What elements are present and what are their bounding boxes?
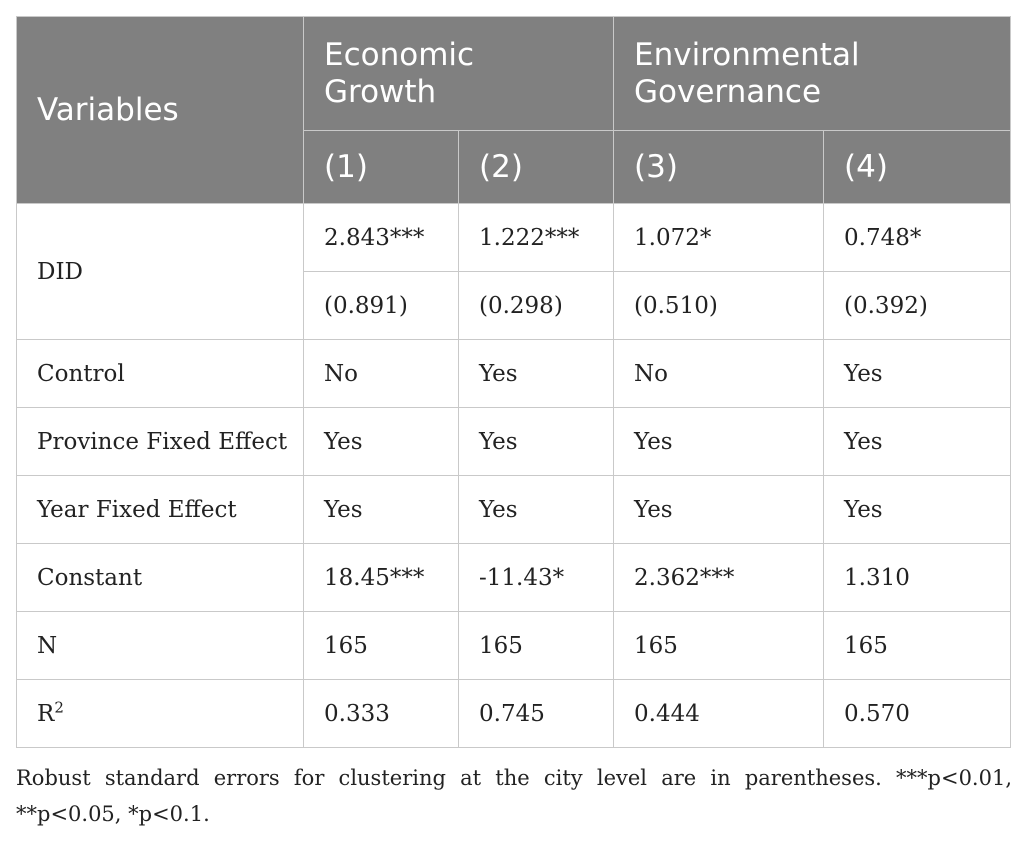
row-label-province-fe: Province Fixed Effect [17,408,304,476]
cell: Yes [614,476,824,544]
r2-label-base: R [37,700,55,727]
cell: 2.843*** [304,204,459,272]
cell: No [304,340,459,408]
cell: 18.45*** [304,544,459,612]
row-label-did: DID [17,204,304,340]
cell: -11.43* [459,544,614,612]
header-group-economic-growth: Economic Growth [304,17,614,131]
cell: (0.298) [459,272,614,340]
header-group-environmental-governance: Environmental Governance [614,17,1011,131]
row-label-control: Control [17,340,304,408]
header-row-groups [17,17,1011,131]
cell: Yes [459,340,614,408]
cell: 1.310 [824,544,1011,612]
table-footnote: Robust standard errors for clustering at the city level are in parentheses. ***p<0.01, **p<0.05, *p<0.1. [16,766,1012,826]
cell: 165 [614,612,824,680]
row-label-n: N [17,612,304,680]
header-col-3: (3) [614,131,824,204]
table-row-control [17,340,1011,408]
cell: Yes [459,476,614,544]
cell: (0.891) [304,272,459,340]
cell: 1.222*** [459,204,614,272]
cell: 0.748* [824,204,1011,272]
table-row-year-fe [17,476,1011,544]
header-col-2: (2) [459,131,614,204]
table-row-province-fe [17,408,1011,476]
cell: 0.333 [304,680,459,748]
cell: Yes [304,408,459,476]
cell: (0.510) [614,272,824,340]
regression-table [16,16,1011,748]
cell: 0.570 [824,680,1011,748]
cell: No [614,340,824,408]
cell: 2.362*** [614,544,824,612]
header-variables: Variables [17,17,304,204]
table-row-n [17,612,1011,680]
header-col-4: (4) [824,131,1011,204]
cell: Yes [459,408,614,476]
row-label-constant: Constant [17,544,304,612]
table-header [17,17,1011,204]
cell: 165 [304,612,459,680]
cell: 165 [459,612,614,680]
table-body [17,204,1011,748]
cell: Yes [824,476,1011,544]
table-row-r2 [17,680,1011,748]
cell: (0.392) [824,272,1011,340]
cell: Yes [614,408,824,476]
table-row-did-coef [17,204,1011,272]
table-row-constant [17,544,1011,612]
cell: Yes [304,476,459,544]
row-label-year-fe: Year Fixed Effect [17,476,304,544]
header-col-1: (1) [304,131,459,204]
cell: Yes [824,408,1011,476]
cell: 165 [824,612,1011,680]
cell: 0.444 [614,680,824,748]
cell: Yes [824,340,1011,408]
row-label-r2 [17,680,304,748]
cell: 1.072* [614,204,824,272]
r2-label-superscript: 2 [54,697,64,716]
cell: 0.745 [459,680,614,748]
